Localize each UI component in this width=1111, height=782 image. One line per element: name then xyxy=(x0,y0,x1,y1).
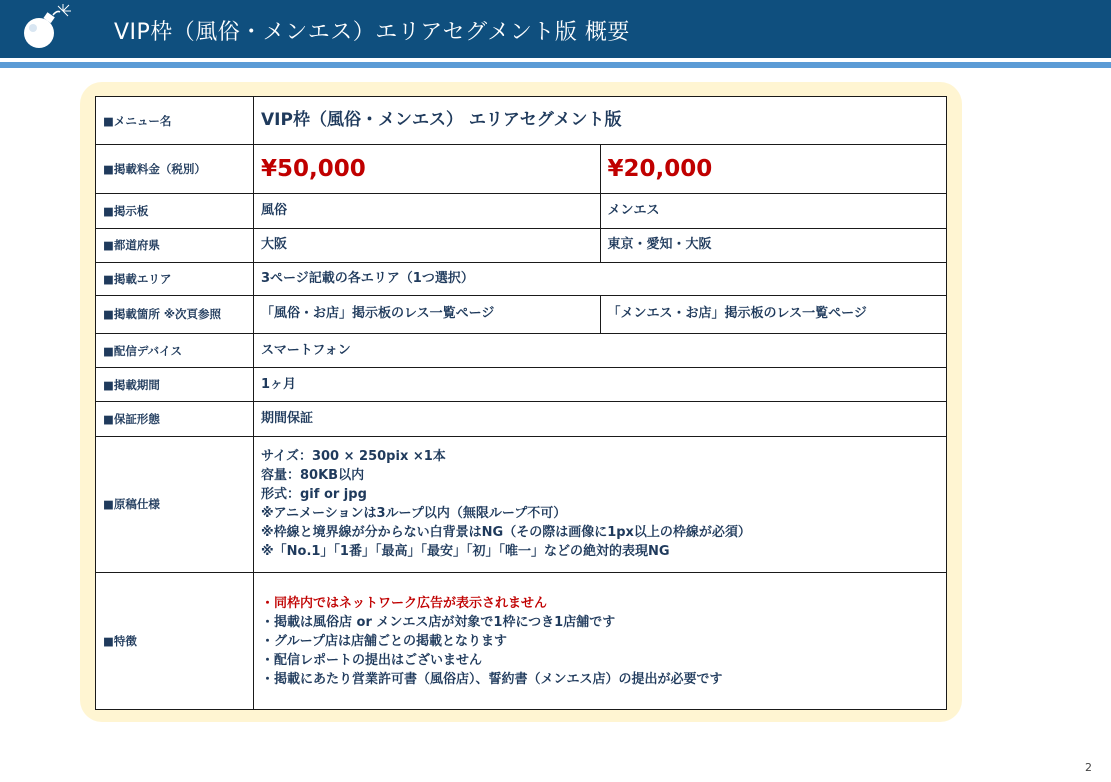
feature-line: ・掲載は風俗店 or メンエス店が対象で1枠につき1店舗です xyxy=(261,614,616,630)
period-value: 1ヶ月 xyxy=(254,368,947,402)
spec-line: 容量：80KB以内 xyxy=(261,468,365,484)
placement-fuzoku: 「風俗・お店」掲示板のレス一覧ページ xyxy=(254,295,601,333)
spec-line: ※枠線と境界線が分からない白背景はNG（その際は画像に1px以上の枠線が必須） xyxy=(261,525,751,541)
row-placement xyxy=(96,295,947,333)
row-features xyxy=(96,573,947,710)
page-number: 2 xyxy=(1085,761,1092,774)
placement-mens-esthe: 「メンエス・お店」掲示板のレス一覧ページ xyxy=(600,295,947,333)
row-label: ■保証形態 xyxy=(96,402,254,436)
row-label: ■配信デバイス xyxy=(96,334,254,368)
bomb-logo-icon xyxy=(20,4,74,52)
feature-line: ・掲載にあたり営業許可書（風俗店）、誓約書（メンエス店）の提出が必要です xyxy=(261,671,723,687)
row-label: ■掲載箇所 ※次頁参照 xyxy=(96,295,254,333)
row-board xyxy=(96,194,947,228)
row-area xyxy=(96,262,947,295)
header-divider-blue xyxy=(0,62,1111,68)
row-label: ■原稿仕様 xyxy=(96,436,254,573)
price-mens-esthe: ¥20,000 xyxy=(600,145,947,194)
feature-line: ・配信レポートの提出はございません xyxy=(261,652,483,668)
area-value: 3ページ記載の各エリア（1つ選択） xyxy=(254,262,947,295)
row-price xyxy=(96,145,947,194)
row-label: ■掲載期間 xyxy=(96,368,254,402)
board-fuzoku: 風俗 xyxy=(254,194,601,228)
spec-line: ※アニメーションは3ループ以内（無限ループ不可） xyxy=(261,506,567,522)
row-label: ■掲載エリア xyxy=(96,262,254,295)
row-period xyxy=(96,368,947,402)
row-device xyxy=(96,334,947,368)
prefecture-fuzoku: 大阪 xyxy=(254,228,601,262)
board-mens-esthe: メンエス xyxy=(600,194,947,228)
guarantee-value: 期間保証 xyxy=(254,402,947,436)
device-value: スマートフォン xyxy=(254,334,947,368)
row-label: ■掲示板 xyxy=(96,194,254,228)
row-menu-name xyxy=(96,97,947,145)
features-list xyxy=(254,573,947,710)
header-bar xyxy=(0,0,1111,58)
prefecture-mens-esthe: 東京・愛知・大阪 xyxy=(600,228,947,262)
row-prefecture xyxy=(96,228,947,262)
row-label: ■メニュー名 xyxy=(96,97,254,145)
feature-line: ・グループ店は店舗ごとの掲載となります xyxy=(261,633,507,649)
row-label: ■都道府県 xyxy=(96,228,254,262)
spec-line: ※「No.1」「1番」「最高」「最安」「初」「唯一」などの絶対的表現NG xyxy=(261,544,670,560)
page-title: VIP枠（風俗・メンエス）エリアセグメント版 概要 xyxy=(114,20,630,45)
feature-line-highlight: ・同枠内ではネットワーク広告が表示されません xyxy=(261,595,548,611)
price-fuzoku: ¥50,000 xyxy=(254,145,601,194)
menu-name-value: VIP枠（風俗・メンエス） エリアセグメント版 xyxy=(254,97,947,145)
row-guarantee xyxy=(96,402,947,436)
row-label: ■掲載料金（税別） xyxy=(96,145,254,194)
spec-table xyxy=(95,96,947,710)
manuscript-spec xyxy=(254,436,947,573)
row-label: ■特徴 xyxy=(96,573,254,710)
spec-line: 形式：gif or jpg xyxy=(261,487,367,503)
spec-line: サイズ：300 × 250pix ×1本 xyxy=(261,449,446,465)
row-manuscript xyxy=(96,436,947,573)
